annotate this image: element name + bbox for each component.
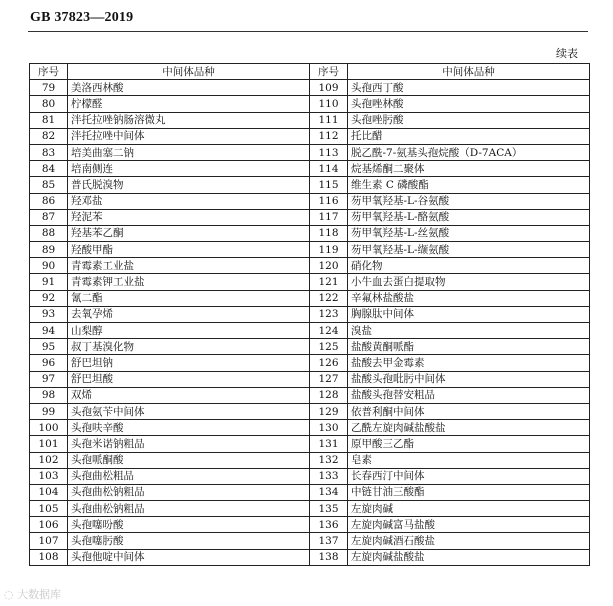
name-cell: 左旋肉碱酒石酸盐 bbox=[348, 533, 590, 549]
name-cell: 柠檬醛 bbox=[68, 96, 310, 112]
name-cell: 头孢唑林酸 bbox=[348, 96, 590, 112]
table-row bbox=[30, 355, 590, 371]
name-cell: 胸腺肽中间体 bbox=[348, 306, 590, 322]
header-serial-left: 序号 bbox=[30, 64, 68, 80]
name-cell: 舒巴坦酸 bbox=[68, 371, 310, 387]
name-cell: 去氧孕烯 bbox=[68, 306, 310, 322]
serial-cell: 124 bbox=[310, 323, 348, 339]
name-cell: 左旋肉碱富马盐酸 bbox=[348, 517, 590, 533]
serial-cell: 100 bbox=[30, 420, 68, 436]
table-row bbox=[30, 484, 590, 500]
serial-cell: 116 bbox=[310, 193, 348, 209]
serial-cell: 123 bbox=[310, 306, 348, 322]
serial-cell: 133 bbox=[310, 468, 348, 484]
table-row bbox=[30, 371, 590, 387]
serial-cell: 130 bbox=[310, 420, 348, 436]
header-name-right: 中间体品种 bbox=[348, 64, 590, 80]
serial-cell: 79 bbox=[30, 80, 68, 96]
serial-cell: 109 bbox=[310, 80, 348, 96]
serial-cell: 104 bbox=[30, 484, 68, 500]
standard-number: GB 37823—2019 bbox=[30, 10, 134, 25]
name-cell: 氰二酯 bbox=[68, 290, 310, 306]
name-cell: 左旋肉碱 bbox=[348, 501, 590, 517]
name-cell: 左旋肉碱盐酸盐 bbox=[348, 549, 590, 565]
name-cell: 头孢噻肟酸 bbox=[68, 533, 310, 549]
name-cell: 辛氟林盐酸盐 bbox=[348, 290, 590, 306]
serial-cell: 127 bbox=[310, 371, 348, 387]
name-cell: 羟酸甲酯 bbox=[68, 242, 310, 258]
serial-cell: 87 bbox=[30, 209, 68, 225]
name-cell: 依普利酮中间体 bbox=[348, 403, 590, 419]
serial-cell: 137 bbox=[310, 533, 348, 549]
name-cell: 头孢曲松钠粗品 bbox=[68, 501, 310, 517]
table-row bbox=[30, 144, 590, 160]
serial-cell: 91 bbox=[30, 274, 68, 290]
serial-cell: 81 bbox=[30, 112, 68, 128]
name-cell: 芴甲氧羟基-L-谷氨酸 bbox=[348, 193, 590, 209]
name-cell: 头孢他啶中间体 bbox=[68, 549, 310, 565]
serial-cell: 111 bbox=[310, 112, 348, 128]
name-cell: 头孢唑肟酸 bbox=[348, 112, 590, 128]
serial-cell: 113 bbox=[310, 144, 348, 160]
name-cell: 美洛西林酸 bbox=[68, 80, 310, 96]
serial-cell: 83 bbox=[30, 144, 68, 160]
watermark-logo-icon: ◌ bbox=[4, 588, 14, 601]
name-cell: 叔丁基溴化物 bbox=[68, 339, 310, 355]
name-cell: 头孢哌酮酸 bbox=[68, 452, 310, 468]
table-row bbox=[30, 306, 590, 322]
name-cell: 盐酸头孢吡肟中间体 bbox=[348, 371, 590, 387]
table-row bbox=[30, 112, 590, 128]
name-cell: 头孢呋辛酸 bbox=[68, 420, 310, 436]
name-cell: 头孢氨苄中间体 bbox=[68, 403, 310, 419]
table-row bbox=[30, 128, 590, 144]
name-cell: 烷基烯酮二聚体 bbox=[348, 161, 590, 177]
table-row bbox=[30, 242, 590, 258]
serial-cell: 121 bbox=[310, 274, 348, 290]
name-cell: 头孢曲松粗品 bbox=[68, 468, 310, 484]
name-cell: 双烯 bbox=[68, 387, 310, 403]
serial-cell: 96 bbox=[30, 355, 68, 371]
watermark bbox=[4, 586, 61, 602]
table-row bbox=[30, 80, 590, 96]
continued-label: 续表 bbox=[556, 47, 578, 60]
table-row bbox=[30, 209, 590, 225]
serial-cell: 89 bbox=[30, 242, 68, 258]
name-cell: 舒巴坦钠 bbox=[68, 355, 310, 371]
serial-cell: 102 bbox=[30, 452, 68, 468]
name-cell: 头孢噻吩酸 bbox=[68, 517, 310, 533]
name-cell: 溴盐 bbox=[348, 323, 590, 339]
header-serial-right: 序号 bbox=[310, 64, 348, 80]
name-cell: 芴甲氧羟基-L-酪氨酸 bbox=[348, 209, 590, 225]
serial-cell: 125 bbox=[310, 339, 348, 355]
table-row bbox=[30, 323, 590, 339]
serial-cell: 129 bbox=[310, 403, 348, 419]
name-cell: 头孢西丁酸 bbox=[348, 80, 590, 96]
table-row bbox=[30, 290, 590, 306]
name-cell: 盐酸头孢替安粗品 bbox=[348, 387, 590, 403]
serial-cell: 138 bbox=[310, 549, 348, 565]
table-row bbox=[30, 96, 590, 112]
serial-cell: 99 bbox=[30, 403, 68, 419]
serial-cell: 134 bbox=[310, 484, 348, 500]
name-cell: 羟泥苯 bbox=[68, 209, 310, 225]
name-cell: 盐酸黄酮哌酯 bbox=[348, 339, 590, 355]
name-cell: 乙酰左旋肉碱盐酸盐 bbox=[348, 420, 590, 436]
table-header-row bbox=[30, 64, 590, 80]
serial-cell: 112 bbox=[310, 128, 348, 144]
watermark-text: 大数据库 bbox=[17, 588, 62, 601]
serial-cell: 110 bbox=[310, 96, 348, 112]
table-row bbox=[30, 161, 590, 177]
serial-cell: 92 bbox=[30, 290, 68, 306]
name-cell: 托比醋 bbox=[348, 128, 590, 144]
name-cell: 盐酸去甲金霉素 bbox=[348, 355, 590, 371]
name-cell: 普氏脱溴物 bbox=[68, 177, 310, 193]
table-row bbox=[30, 501, 590, 517]
name-cell: 中链甘油三酸酯 bbox=[348, 484, 590, 500]
serial-cell: 88 bbox=[30, 225, 68, 241]
name-cell: 芴甲氧羟基-L-丝氨酸 bbox=[348, 225, 590, 241]
table-row bbox=[30, 387, 590, 403]
name-cell: 维生素 C 磷酸酯 bbox=[348, 177, 590, 193]
name-cell: 小牛血去蛋白提取物 bbox=[348, 274, 590, 290]
table-body bbox=[30, 80, 590, 566]
name-cell: 头孢米诺钠粗品 bbox=[68, 436, 310, 452]
header-rule bbox=[28, 31, 588, 32]
name-cell: 硝化物 bbox=[348, 258, 590, 274]
name-cell: 泮托拉唑钠肠溶微丸 bbox=[68, 112, 310, 128]
table-row bbox=[30, 258, 590, 274]
table-row bbox=[30, 452, 590, 468]
table-row bbox=[30, 436, 590, 452]
serial-cell: 136 bbox=[310, 517, 348, 533]
table-row bbox=[30, 533, 590, 549]
table-row bbox=[30, 339, 590, 355]
serial-cell: 120 bbox=[310, 258, 348, 274]
serial-cell: 86 bbox=[30, 193, 68, 209]
serial-cell: 131 bbox=[310, 436, 348, 452]
table-row bbox=[30, 403, 590, 419]
serial-cell: 118 bbox=[310, 225, 348, 241]
name-cell: 羟邓盐 bbox=[68, 193, 310, 209]
serial-cell: 105 bbox=[30, 501, 68, 517]
serial-cell: 84 bbox=[30, 161, 68, 177]
name-cell: 脱乙酰-7-氨基头孢烷酸（D-7ACA） bbox=[348, 144, 590, 160]
name-cell: 泮托拉唑中间体 bbox=[68, 128, 310, 144]
name-cell: 皂素 bbox=[348, 452, 590, 468]
name-cell: 青霉素钾工业盐 bbox=[68, 274, 310, 290]
table-row bbox=[30, 420, 590, 436]
header-name-left: 中间体品种 bbox=[68, 64, 310, 80]
serial-cell: 80 bbox=[30, 96, 68, 112]
serial-cell: 119 bbox=[310, 242, 348, 258]
table-row bbox=[30, 549, 590, 565]
table-row bbox=[30, 177, 590, 193]
serial-cell: 114 bbox=[310, 161, 348, 177]
table-row bbox=[30, 225, 590, 241]
serial-cell: 106 bbox=[30, 517, 68, 533]
serial-cell: 107 bbox=[30, 533, 68, 549]
serial-cell: 98 bbox=[30, 387, 68, 403]
serial-cell: 94 bbox=[30, 323, 68, 339]
name-cell: 羟基苯乙酮 bbox=[68, 225, 310, 241]
serial-cell: 108 bbox=[30, 549, 68, 565]
serial-cell: 95 bbox=[30, 339, 68, 355]
name-cell: 培南侧连 bbox=[68, 161, 310, 177]
intermediates-table bbox=[29, 63, 590, 566]
serial-cell: 90 bbox=[30, 258, 68, 274]
name-cell: 培美曲塞二钠 bbox=[68, 144, 310, 160]
serial-cell: 115 bbox=[310, 177, 348, 193]
serial-cell: 101 bbox=[30, 436, 68, 452]
table-row bbox=[30, 193, 590, 209]
serial-cell: 132 bbox=[310, 452, 348, 468]
serial-cell: 82 bbox=[30, 128, 68, 144]
serial-cell: 126 bbox=[310, 355, 348, 371]
serial-cell: 128 bbox=[310, 387, 348, 403]
name-cell: 长春西汀中间体 bbox=[348, 468, 590, 484]
serial-cell: 135 bbox=[310, 501, 348, 517]
serial-cell: 122 bbox=[310, 290, 348, 306]
name-cell: 头孢曲松钠粗品 bbox=[68, 484, 310, 500]
serial-cell: 93 bbox=[30, 306, 68, 322]
name-cell: 芴甲氧羟基-L-缬氨酸 bbox=[348, 242, 590, 258]
name-cell: 青霉素工业盐 bbox=[68, 258, 310, 274]
name-cell: 原甲酸三乙酯 bbox=[348, 436, 590, 452]
table-row bbox=[30, 274, 590, 290]
serial-cell: 103 bbox=[30, 468, 68, 484]
table-row bbox=[30, 517, 590, 533]
name-cell: 山梨醇 bbox=[68, 323, 310, 339]
table-row bbox=[30, 468, 590, 484]
document-header bbox=[30, 10, 133, 26]
serial-cell: 97 bbox=[30, 371, 68, 387]
serial-cell: 117 bbox=[310, 209, 348, 225]
serial-cell: 85 bbox=[30, 177, 68, 193]
